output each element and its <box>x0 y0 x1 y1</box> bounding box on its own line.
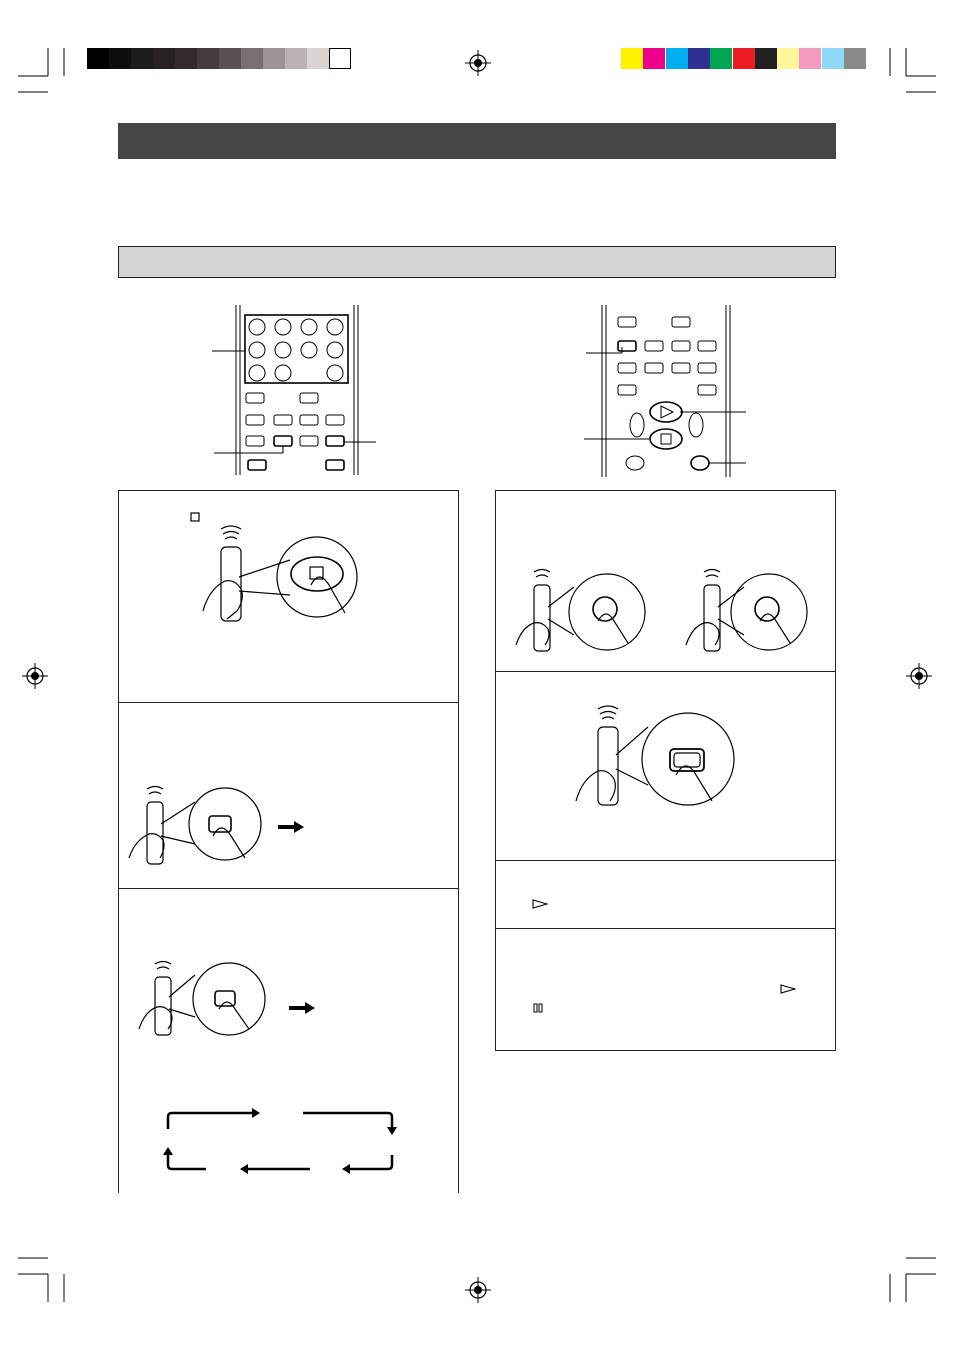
play-icon <box>780 984 796 994</box>
panel-left-right-border <box>458 490 459 1193</box>
arrow-right-icon <box>276 820 306 834</box>
section-title-bar <box>118 123 836 159</box>
gray-swatch <box>109 48 131 69</box>
hand-press-icon <box>135 955 275 1040</box>
color-swatch <box>755 48 777 69</box>
remote-control-icon <box>208 305 388 480</box>
color-swatch <box>799 48 821 69</box>
color-swatch <box>621 48 643 69</box>
gray-swatch <box>263 48 285 69</box>
panel-left-divider <box>118 702 459 703</box>
stop-icon <box>190 512 200 522</box>
panel-left-top-border <box>118 490 459 491</box>
play-icon <box>532 899 548 909</box>
panel-right-divider <box>495 860 836 861</box>
gray-swatch <box>285 48 307 69</box>
subsection-title-bar <box>118 246 836 278</box>
gray-swatch <box>197 48 219 69</box>
mode-cycle-diagram <box>160 1105 405 1175</box>
color-swatch <box>733 48 755 69</box>
gray-swatch <box>87 48 109 69</box>
hand-press-icon <box>512 565 812 655</box>
color-swatch <box>688 48 710 69</box>
gray-swatch <box>241 48 263 69</box>
panel-left-left-border <box>118 490 119 1193</box>
gray-swatch <box>153 48 175 69</box>
panel-right-top-border <box>495 490 836 491</box>
gray-swatch <box>219 48 241 69</box>
hand-press-icon <box>572 705 742 810</box>
color-swatch <box>643 48 665 69</box>
gray-swatch <box>175 48 197 69</box>
arrow-right-icon <box>287 1001 317 1015</box>
color-swatch <box>777 48 799 69</box>
hand-press-icon <box>125 780 275 870</box>
color-swatch <box>844 48 866 69</box>
remote-control-icon <box>580 305 755 480</box>
panel-right-left-border <box>495 490 496 1051</box>
color-swatch <box>666 48 688 69</box>
panel-right-right-border <box>835 490 836 1051</box>
color-swatch <box>710 48 732 69</box>
panel-right-divider <box>495 671 836 672</box>
gray-swatch <box>329 48 351 69</box>
gray-swatch <box>307 48 329 69</box>
panel-right-bottom-border <box>495 1050 836 1051</box>
hand-press-icon <box>195 525 365 635</box>
color-swatch <box>822 48 844 69</box>
gray-swatch <box>131 48 153 69</box>
panel-right-divider <box>495 928 836 929</box>
pause-icon <box>533 1003 543 1013</box>
panel-left-divider <box>118 888 459 889</box>
